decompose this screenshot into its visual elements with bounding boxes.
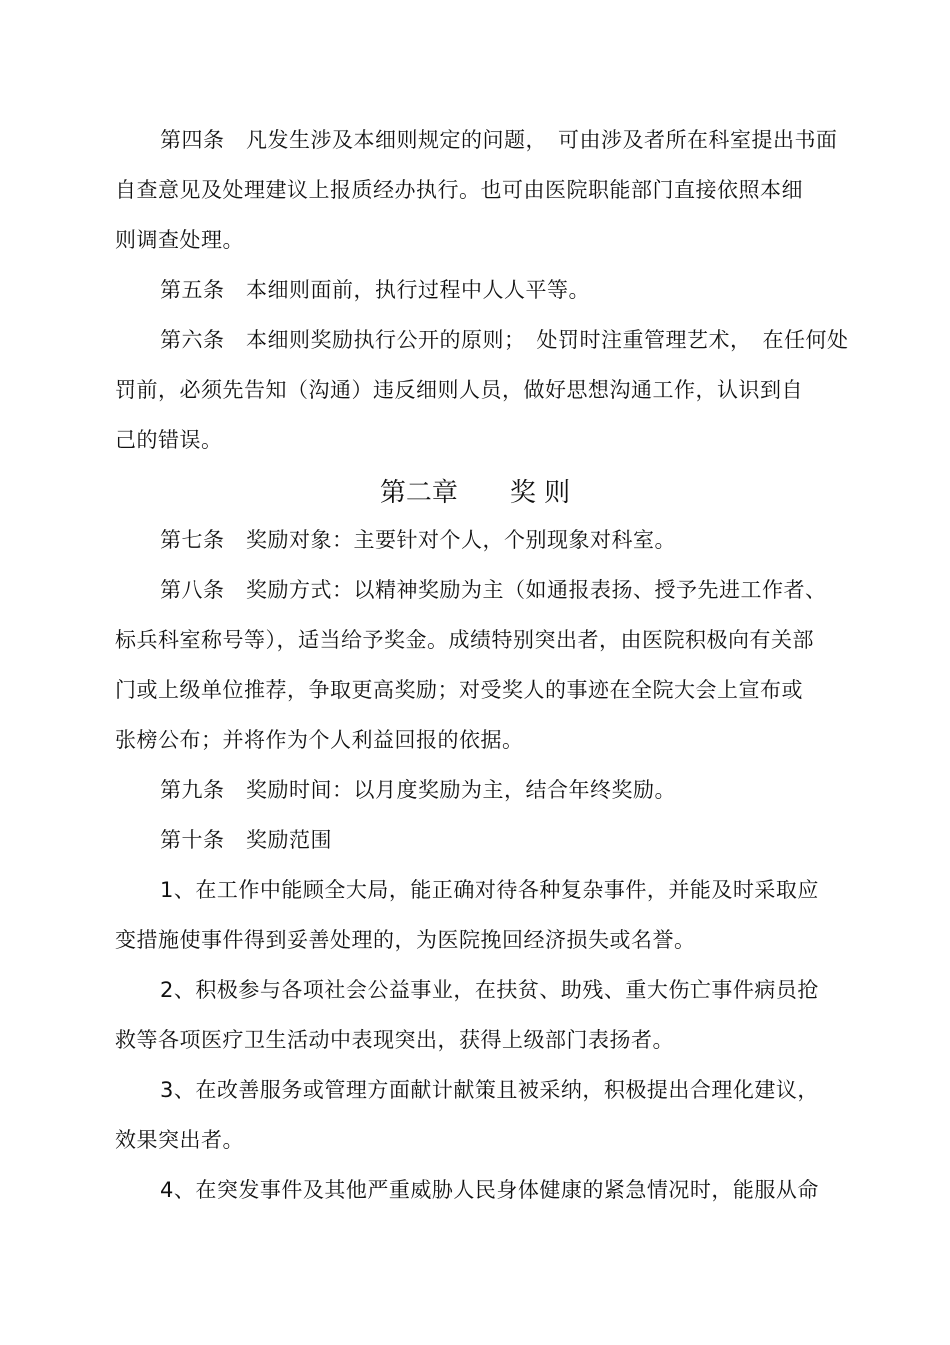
paragraph-line: 第七条 奖励对象：主要针对个人，个别现象对科室。	[160, 528, 676, 552]
paragraph-line: 第八条 奖励方式：以精神奖励为主（如通报表扬、授予先进工作者、	[160, 578, 827, 602]
paragraph-line: 第五条 本细则面前，执行过程中人人平等。	[160, 278, 590, 302]
paragraph-line: 第六条 本细则奖励执行公开的原则； 处罚时注重管理艺术， 在任何处	[160, 328, 849, 352]
paragraph-line: 救等各项医疗卫生活动中表现突出，获得上级部门表扬者。	[115, 1028, 674, 1052]
paragraph-line: 2、积极参与各项社会公益事业，在扶贫、助残、重大伤亡事件病员抢	[160, 978, 819, 1002]
paragraph-line: 门或上级单位推荐，争取更高奖励；对受奖人的事迹在全院大会上宣布或	[115, 678, 803, 702]
paragraph-line: 则调查处理。	[115, 228, 244, 252]
paragraph-line: 第九条 奖励时间：以月度奖励为主，结合年终奖励。	[160, 778, 676, 802]
paragraph-line: 1、在工作中能顾全大局，能正确对待各种复杂事件，并能及时采取应	[160, 878, 819, 902]
paragraph-line: 标兵科室称号等），适当给予奖金。成绩特别突出者，由医院积极向有关部	[115, 628, 814, 652]
paragraph-line: 张榜公布；并将作为个人利益回报的依据。	[115, 728, 524, 752]
paragraph-line: 己的错误。	[115, 428, 223, 452]
paragraph-line: 效果突出者。	[115, 1128, 244, 1152]
paragraph-line: 第四条 凡发生涉及本细则规定的问题， 可由涉及者所在科室提出书面	[160, 128, 838, 152]
paragraph-line: 自查意见及处理建议上报质经办执行。也可由医院职能部门直接依照本细	[115, 178, 803, 202]
paragraph-line: 罚前，必须先告知（沟通）违反细则人员，做好思想沟通工作，认识到自	[115, 378, 803, 402]
chapter-heading: 第二章 奖 则	[379, 478, 571, 508]
paragraph-line: 4、在突发事件及其他严重威胁人民身体健康的紧急情况时，能服从命	[160, 1178, 819, 1202]
paragraph-line: 变措施使事件得到妥善处理的，为医院挽回经济损失或名誉。	[115, 928, 696, 952]
paragraph-line: 3、在改善服务或管理方面献计献策且被采纳，积极提出合理化建议，	[160, 1078, 819, 1102]
paragraph-line: 第十条 奖励范围	[160, 828, 332, 852]
